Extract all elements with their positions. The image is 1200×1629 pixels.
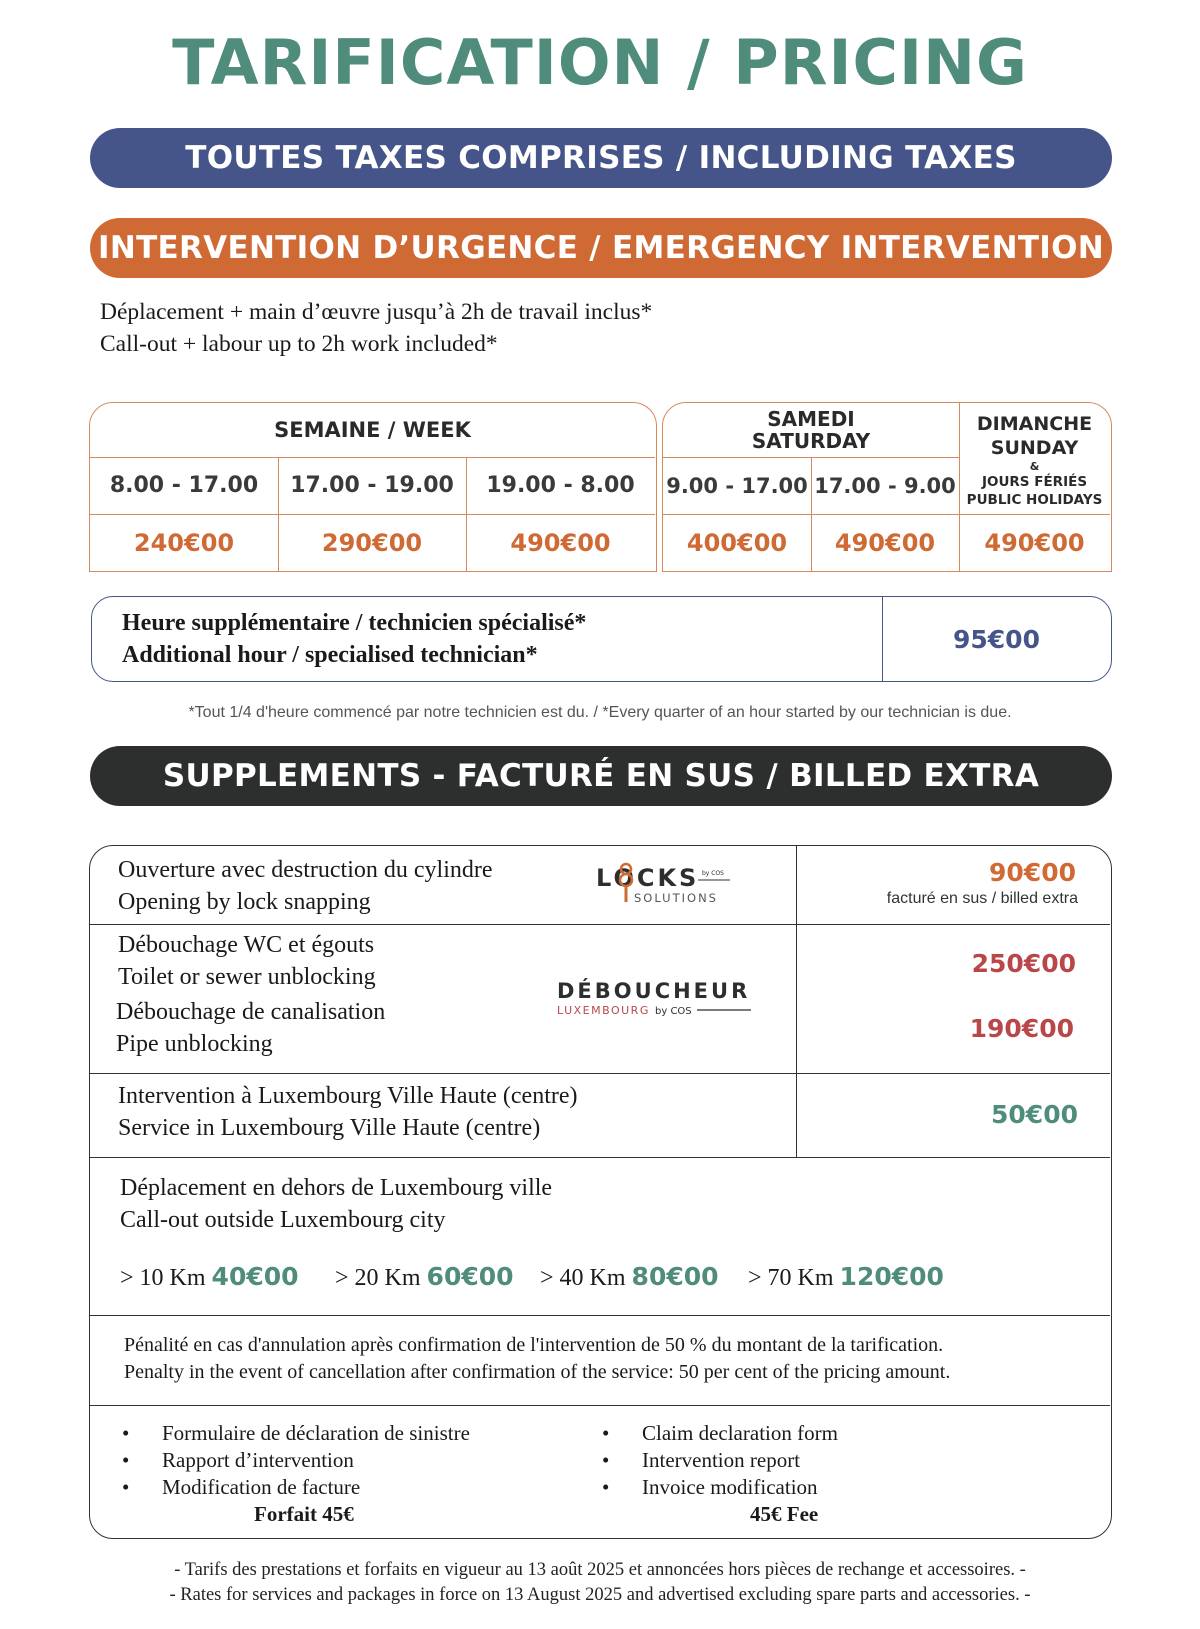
intro-text [100, 296, 652, 360]
km-tier-70-label: > 70 Km [748, 1265, 834, 1291]
penalty-fr: Pénalité en cas d'annulation après confirmation de l'intervention de 50 % du montant de la tarification. [124, 1334, 944, 1356]
quarter-hour-footnote: *Tout 1/4 d'heure commencé par notre technicien est du. / *Every quarter of an hour started by our technician is due. [188, 704, 1012, 721]
lock-snapping-en: Opening by lock snapping [118, 889, 371, 915]
holidays-en: PUBLIC HOLIDAYS [966, 491, 1103, 508]
week-slot-1-time: 8.00 - 17.00 [109, 473, 259, 498]
week-slot-2-price: 290€00 [321, 528, 423, 557]
locks-logo-by: by COS [702, 870, 724, 877]
km-tier-10 [120, 1262, 299, 1292]
sunday-ampersand: & [1029, 459, 1040, 473]
taxes-banner: TOUTES TAXES COMPRISES / INCLUDING TAXES [90, 128, 1112, 188]
sunday-header-fr: DIMANCHE [976, 412, 1093, 435]
km-tier-40-price: 80€00 [631, 1262, 719, 1291]
km-tier-40-label: > 40 Km [540, 1265, 626, 1291]
documents-list-fr [122, 1420, 470, 1501]
locks-logo-sub: SOLUTIONS [634, 891, 718, 905]
list-item: • Rapport d’intervention [122, 1447, 470, 1474]
wc-unblocking-text [118, 929, 376, 993]
saturday-slot-2-time: 17.00 - 9.00 [814, 473, 956, 498]
km-tier-70-price: 120€00 [839, 1262, 944, 1291]
saturday-slot-1-price: 400€00 [686, 528, 788, 557]
saturday-header [663, 405, 959, 455]
list-item: • Invoice modification [602, 1474, 838, 1501]
documents-fee-en: 45€ Fee [750, 1502, 819, 1526]
page-title: TARIFICATION / PRICING [172, 26, 1028, 99]
deboucheur-logo-sub: LUXEMBOURG [557, 1004, 650, 1017]
intro-fr: Déplacement + main d’œuvre jusqu’à 2h de travail inclus* [100, 299, 653, 325]
emergency-banner: INTERVENTION D’URGENCE / EMERGENCY INTERVENTION [90, 218, 1112, 278]
outside-city-text [120, 1172, 552, 1236]
holidays-fr: JOURS FÉRIÉS [981, 473, 1088, 490]
deboucheur-logo-by: by COS [655, 1006, 692, 1017]
additional-hour-price: 95€00 [953, 624, 1040, 654]
list-item: • Formulaire de déclaration de sinistre [122, 1420, 470, 1447]
weekend-pricing-table [662, 402, 1112, 572]
saturday-slot-2-price: 490€00 [834, 528, 936, 557]
additional-hour-en: Additional hour / specialised technician* [122, 642, 538, 668]
km-tier-10-label: > 10 Km [120, 1265, 206, 1291]
wc-unblocking-price: 250€00 [971, 949, 1076, 978]
centre-service-text [118, 1080, 578, 1144]
saturday-header-fr: SAMEDI [767, 407, 855, 431]
week-pricing-table [89, 402, 657, 572]
bottom-note-en: - Rates for services and packages in force on 13 August 2025 and advertised excluding spare parts and accessories. - [169, 1585, 1031, 1605]
locks-logo-word: LOCKS [596, 864, 700, 892]
pipe-unblocking-en: Pipe unblocking [116, 1031, 273, 1057]
penalty-en: Penalty in the event of cancellation after confirmation of the service: 50 per cent of the pricing amount. [124, 1361, 951, 1383]
deboucheur-logo [555, 974, 755, 1024]
week-slot-3-price: 490€00 [510, 528, 611, 557]
centre-service-fr: Intervention à Luxembourg Ville Haute (centre) [118, 1083, 578, 1109]
wc-unblocking-fr: Débouchage WC et égouts [118, 932, 375, 958]
list-item: • Claim declaration form [602, 1420, 838, 1447]
saturday-slot-1-time: 9.00 - 17.00 [666, 473, 808, 498]
pipe-unblocking-price: 190€00 [969, 1014, 1074, 1043]
lock-snapping-note: facturé en sus / billed extra [886, 890, 1078, 907]
sunday-header [959, 407, 1110, 513]
centre-service-price: 50€00 [991, 1100, 1078, 1129]
pipe-unblocking-text [116, 996, 385, 1060]
km-tier-20 [335, 1262, 514, 1292]
saturday-header-en: SATURDAY [751, 429, 871, 453]
additional-hour-fr: Heure supplémentaire / technicien spécialisé* [122, 610, 587, 636]
wc-unblocking-en: Toilet or sewer unblocking [118, 964, 376, 990]
additional-hour-text [122, 607, 586, 671]
km-tier-10-price: 40€00 [211, 1262, 299, 1291]
list-item: • Modification de facture [122, 1474, 470, 1501]
locks-solutions-logo [596, 858, 736, 908]
sunday-price: 490€00 [984, 528, 1085, 557]
cancellation-penalty [124, 1332, 950, 1386]
lock-snapping-fr: Ouverture avec destruction du cylindre [118, 857, 493, 883]
week-header: SEMAINE / WEEK [274, 418, 471, 442]
list-item: • Intervention report [602, 1447, 838, 1474]
week-slot-3-time: 19.00 - 8.00 [486, 473, 635, 498]
documents-fee-fr: Forfait 45€ [254, 1502, 354, 1526]
week-slot-2-time: 17.00 - 19.00 [290, 473, 454, 498]
sunday-header-en: SUNDAY [990, 436, 1079, 459]
km-tier-20-price: 60€00 [426, 1262, 514, 1291]
km-tier-70 [748, 1262, 944, 1292]
intro-en: Call-out + labour up to 2h work included* [100, 331, 498, 357]
deboucheur-logo-word: DÉBOUCHEUR [557, 979, 751, 1003]
pipe-unblocking-fr: Débouchage de canalisation [116, 999, 386, 1025]
week-slot-1-price: 240€00 [133, 528, 235, 557]
lock-snapping-price: 90€00 [989, 858, 1076, 887]
lock-snapping-text [118, 854, 493, 918]
outside-city-en: Call-out outside Luxembourg city [120, 1207, 446, 1233]
documents-list-en [602, 1420, 838, 1501]
additional-hour-box [91, 596, 1112, 682]
bottom-note-fr: - Tarifs des prestations et forfaits en vigueur au 13 août 2025 et annoncées hors pièces de rechange et accessoires. - [174, 1560, 1026, 1580]
supplements-banner: SUPPLEMENTS - FACTURÉ EN SUS / BILLED EXTRA [90, 746, 1112, 806]
km-tier-40 [540, 1262, 719, 1292]
centre-service-en: Service in Luxembourg Ville Haute (centre) [118, 1115, 541, 1141]
km-tier-20-label: > 20 Km [335, 1265, 421, 1291]
outside-city-fr: Déplacement en dehors de Luxembourg ville [120, 1175, 553, 1201]
